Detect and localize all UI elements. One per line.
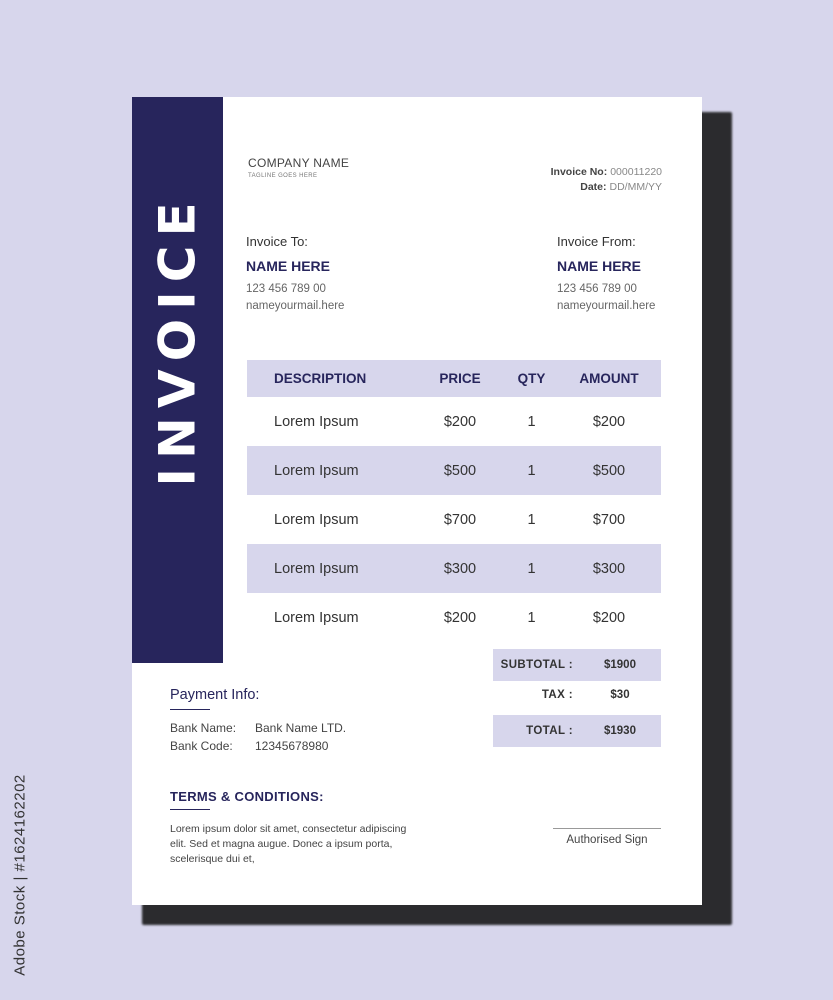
tax-label: TAX : <box>541 689 573 701</box>
row-qty: 1 <box>527 462 536 479</box>
invoice-from-phone: 123 456 789 00 <box>557 283 637 295</box>
bank-code-value: 12345678980 <box>255 739 329 753</box>
row-description: Lorem Ipsum <box>274 560 359 577</box>
company-tagline: TAGLINE GOES HERE <box>248 173 318 179</box>
table-row <box>247 397 661 446</box>
vertical-title-wrap <box>132 97 223 663</box>
invoice-to-phone: 123 456 789 00 <box>246 283 326 295</box>
total-value: $1930 <box>604 725 636 737</box>
total-label: TOTAL : <box>526 725 573 737</box>
bank-name-row <box>170 721 346 735</box>
invoice-from-block <box>557 234 655 312</box>
invoice-from-email: nameyourmail.here <box>557 300 656 312</box>
payment-underline <box>170 709 210 710</box>
signature-label: Authorised Sign <box>566 834 648 846</box>
row-qty: 1 <box>527 560 536 577</box>
row-amount: $500 <box>592 462 626 479</box>
tax-row <box>493 683 661 707</box>
invoice-to-block <box>246 234 344 312</box>
row-price: $200 <box>443 413 477 430</box>
row-description: Lorem Ipsum <box>274 413 359 430</box>
invoice-to-name: NAME HERE <box>246 258 331 274</box>
terms-text: Lorem ipsum dolor sit amet, consectetur adipiscing elit. Sed et magna augue. Donec a ipsum porta, scelerisque dui et, <box>170 823 407 865</box>
invoice-number: 000011220 <box>610 166 662 178</box>
row-price: $300 <box>443 560 477 577</box>
row-amount: $300 <box>592 560 626 577</box>
invoice-title: INVOICE <box>148 193 207 487</box>
table-row <box>247 593 661 642</box>
invoice-from-label: Invoice From: <box>557 234 636 249</box>
row-description: Lorem Ipsum <box>274 511 359 528</box>
subtotal-value: $1900 <box>604 659 636 671</box>
row-description: Lorem Ipsum <box>274 462 359 479</box>
header-description: DESCRIPTION <box>274 371 367 386</box>
stock-id-text: Adobe Stock | #1624162202 <box>11 774 29 976</box>
bank-name-value: Bank Name LTD. <box>255 721 347 735</box>
invoice-date-label: Date: <box>580 181 607 193</box>
table-row <box>247 544 661 593</box>
row-amount: $700 <box>592 511 626 528</box>
row-qty: 1 <box>527 609 536 626</box>
stock-id-watermark <box>7 760 33 990</box>
terms-title: TERMS & CONDITIONS: <box>170 789 324 804</box>
row-amount: $200 <box>592 413 626 430</box>
tax-value: $30 <box>610 689 630 701</box>
sidebar-band <box>132 97 223 663</box>
bank-name-label: Bank Name: <box>170 721 237 735</box>
table-header <box>247 360 661 397</box>
invoice-to-label: Invoice To: <box>246 234 308 249</box>
invoice-number-label: Invoice No: <box>550 166 608 178</box>
company-block <box>248 156 349 179</box>
subtotal-label: SUBTOTAL : <box>500 659 573 671</box>
invoice-date-line <box>551 180 662 195</box>
row-price: $700 <box>443 511 477 528</box>
header-qty: QTY <box>517 371 546 386</box>
row-price: $500 <box>443 462 477 479</box>
invoice-meta <box>551 165 662 195</box>
row-qty: 1 <box>527 413 536 430</box>
header-amount: AMOUNT <box>579 371 639 386</box>
row-description: Lorem Ipsum <box>274 609 359 626</box>
total-row <box>493 715 661 747</box>
subtotal-row <box>493 649 661 681</box>
invoice-date: DD/MM/YY <box>609 181 662 193</box>
invoice-to-email: nameyourmail.here <box>246 300 345 312</box>
row-amount: $200 <box>592 609 626 626</box>
company-name: COMPANY NAME <box>248 156 350 170</box>
bank-code-label: Bank Code: <box>170 739 233 753</box>
invoice-number-line <box>551 165 662 180</box>
table-row <box>247 495 661 544</box>
bank-code-row <box>170 739 328 753</box>
invoice-sheet <box>132 97 702 905</box>
line-items-table <box>247 360 661 642</box>
terms-underline <box>170 809 210 810</box>
signature-line <box>553 828 661 829</box>
invoice-from-name: NAME HERE <box>557 258 642 274</box>
header-price: PRICE <box>439 371 481 386</box>
table-row <box>247 446 661 495</box>
row-qty: 1 <box>527 511 536 528</box>
row-price: $200 <box>443 609 477 626</box>
payment-info-title: Payment Info: <box>170 687 260 703</box>
